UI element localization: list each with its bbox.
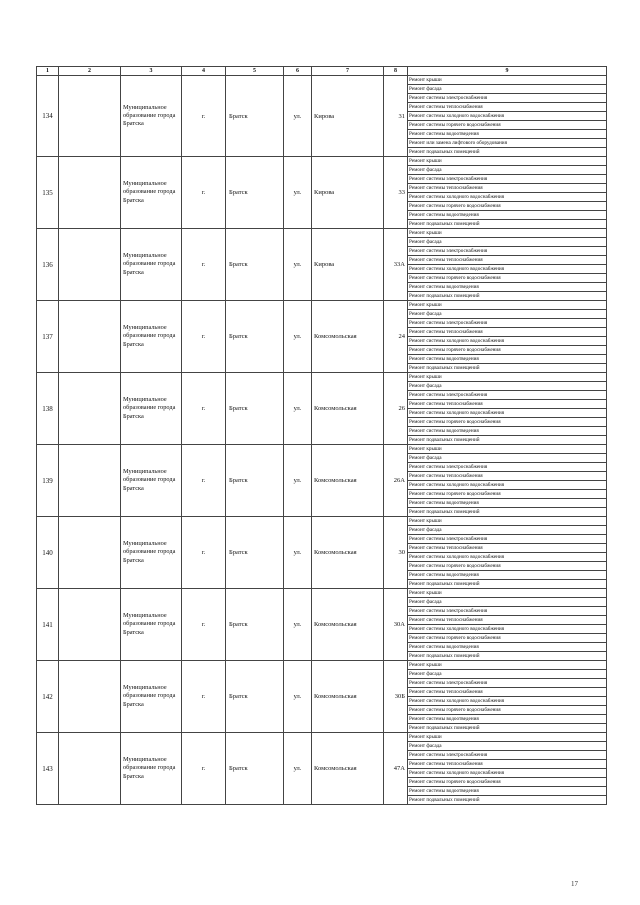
work-item: Ремонт системы горячего водоснабжения <box>408 706 607 715</box>
table-header-row <box>37 67 607 76</box>
row-house: 33 <box>384 157 408 229</box>
row-owner: Муниципальное образование города Братска <box>121 301 182 373</box>
row-city: Братск <box>226 517 284 589</box>
work-item: Ремонт системы теплоснабжения <box>408 184 607 193</box>
header-col-1: 1 <box>37 67 59 76</box>
work-item: Ремонт системы теплоснабжения <box>408 472 607 481</box>
row-house: 30 <box>384 517 408 589</box>
row-owner: Муниципальное образование города Братска <box>121 76 182 157</box>
work-item: Ремонт фасада <box>408 238 607 247</box>
row-street-type: ул. <box>284 76 312 157</box>
row-number: 134 <box>37 76 59 157</box>
work-item: Ремонт фасада <box>408 166 607 175</box>
work-item: Ремонт системы холодного водоснабжения <box>408 553 607 562</box>
row-city-type: г. <box>182 445 226 517</box>
work-item: Ремонт системы водоотведения <box>408 499 607 508</box>
work-item: Ремонт системы холодного водоснабжения <box>408 697 607 706</box>
table-row <box>37 589 607 598</box>
row-owner: Муниципальное образование города Братска <box>121 229 182 301</box>
row-empty-col-2 <box>59 661 121 733</box>
row-house: 24 <box>384 301 408 373</box>
row-street-type: ул. <box>284 589 312 661</box>
row-number: 137 <box>37 301 59 373</box>
row-number: 139 <box>37 445 59 517</box>
work-item: Ремонт системы электроснабжения <box>408 391 607 400</box>
work-item: Ремонт системы горячего водоснабжения <box>408 274 607 283</box>
work-item: Ремонт крыши <box>408 445 607 454</box>
table-row <box>37 517 607 526</box>
row-city: Братск <box>226 157 284 229</box>
row-street: Комсомольская <box>312 661 384 733</box>
row-street-type: ул. <box>284 733 312 805</box>
row-house: 26А <box>384 445 408 517</box>
table-row <box>37 661 607 670</box>
row-street-type: ул. <box>284 445 312 517</box>
work-item: Ремонт системы теплоснабжения <box>408 688 607 697</box>
work-item: Ремонт крыши <box>408 229 607 238</box>
work-item: Ремонт системы горячего водоснабжения <box>408 490 607 499</box>
table-row <box>37 76 607 85</box>
work-item: Ремонт системы электроснабжения <box>408 247 607 256</box>
header-col-7: 7 <box>312 67 384 76</box>
header-col-2: 2 <box>59 67 121 76</box>
row-city: Братск <box>226 589 284 661</box>
work-item: Ремонт системы холодного водоснабжения <box>408 625 607 634</box>
row-empty-col-2 <box>59 373 121 445</box>
row-street-type: ул. <box>284 373 312 445</box>
row-number: 138 <box>37 373 59 445</box>
work-item: Ремонт системы холодного водоснабжения <box>408 265 607 274</box>
row-house: 30Б <box>384 661 408 733</box>
row-house: 33А <box>384 229 408 301</box>
row-number: 140 <box>37 517 59 589</box>
row-street: Комсомольская <box>312 733 384 805</box>
row-city-type: г. <box>182 301 226 373</box>
work-item: Ремонт фасада <box>408 670 607 679</box>
work-item: Ремонт крыши <box>408 733 607 742</box>
row-number: 143 <box>37 733 59 805</box>
header-col-5: 5 <box>226 67 284 76</box>
work-item: Ремонт системы электроснабжения <box>408 751 607 760</box>
work-item: Ремонт системы водоотведения <box>408 787 607 796</box>
row-city: Братск <box>226 733 284 805</box>
work-item: Ремонт системы горячего водоснабжения <box>408 634 607 643</box>
table-row <box>37 301 607 310</box>
row-number: 136 <box>37 229 59 301</box>
table-row <box>37 157 607 166</box>
work-item: Ремонт системы теплоснабжения <box>408 328 607 337</box>
row-street-type: ул. <box>284 301 312 373</box>
table-row <box>37 445 607 454</box>
work-item: Ремонт фасада <box>408 382 607 391</box>
work-item: Ремонт системы холодного водоснабжения <box>408 409 607 418</box>
work-item: Ремонт подвальных помещений <box>408 148 607 157</box>
work-item: Ремонт фасада <box>408 310 607 319</box>
row-street: Кирова <box>312 76 384 157</box>
work-item: Ремонт системы горячего водоснабжения <box>408 418 607 427</box>
header-col-8: 8 <box>384 67 408 76</box>
row-number: 142 <box>37 661 59 733</box>
work-item: Ремонт системы водоотведения <box>408 283 607 292</box>
row-city: Братск <box>226 76 284 157</box>
work-item: Ремонт системы горячего водоснабжения <box>408 202 607 211</box>
work-item: Ремонт системы водоотведения <box>408 571 607 580</box>
work-item: Ремонт системы холодного водоснабжения <box>408 481 607 490</box>
header-col-9: 9 <box>408 67 607 76</box>
row-city-type: г. <box>182 733 226 805</box>
work-item: Ремонт подвальных помещений <box>408 292 607 301</box>
row-empty-col-2 <box>59 445 121 517</box>
row-house: 47А <box>384 733 408 805</box>
work-item: Ремонт крыши <box>408 589 607 598</box>
work-item: Ремонт системы холодного водоснабжения <box>408 112 607 121</box>
work-item: Ремонт крыши <box>408 157 607 166</box>
work-item: Ремонт системы горячего водоснабжения <box>408 562 607 571</box>
work-item: Ремонт системы теплоснабжения <box>408 103 607 112</box>
work-item: Ремонт системы водоотведения <box>408 130 607 139</box>
row-house: 26 <box>384 373 408 445</box>
work-item: Ремонт фасада <box>408 742 607 751</box>
page-number: 17 <box>571 880 578 888</box>
table-row <box>37 229 607 238</box>
work-item: Ремонт крыши <box>408 301 607 310</box>
work-item: Ремонт системы холодного водоснабжения <box>408 769 607 778</box>
row-city: Братск <box>226 661 284 733</box>
work-item: Ремонт системы электроснабжения <box>408 94 607 103</box>
work-item: Ремонт системы водоотведения <box>408 643 607 652</box>
work-item: Ремонт системы горячего водоснабжения <box>408 121 607 130</box>
table-body <box>37 67 607 805</box>
work-item: Ремонт крыши <box>408 517 607 526</box>
row-house: 30А <box>384 589 408 661</box>
work-item: Ремонт системы теплоснабжения <box>408 400 607 409</box>
row-house: 31 <box>384 76 408 157</box>
row-city: Братск <box>226 301 284 373</box>
row-city-type: г. <box>182 373 226 445</box>
row-empty-col-2 <box>59 733 121 805</box>
buildings-table <box>36 66 607 805</box>
row-city: Братск <box>226 229 284 301</box>
row-number: 141 <box>37 589 59 661</box>
row-owner: Муниципальное образование города Братска <box>121 373 182 445</box>
row-city-type: г. <box>182 157 226 229</box>
row-street: Комсомольская <box>312 589 384 661</box>
work-item: Ремонт системы электроснабжения <box>408 607 607 616</box>
work-item: Ремонт системы теплоснабжения <box>408 256 607 265</box>
header-col-3: 3 <box>121 67 182 76</box>
work-item: Ремонт системы электроснабжения <box>408 463 607 472</box>
table-row <box>37 733 607 742</box>
row-city-type: г. <box>182 589 226 661</box>
work-item: Ремонт системы теплоснабжения <box>408 616 607 625</box>
row-owner: Муниципальное образование города Братска <box>121 445 182 517</box>
work-item: Ремонт или замена лифтового оборудования <box>408 139 607 148</box>
row-street: Комсомольская <box>312 445 384 517</box>
work-item: Ремонт системы теплоснабжения <box>408 544 607 553</box>
work-item: Ремонт подвальных помещений <box>408 796 607 805</box>
row-empty-col-2 <box>59 76 121 157</box>
row-number: 135 <box>37 157 59 229</box>
work-item: Ремонт системы холодного водоснабжения <box>408 193 607 202</box>
row-owner: Муниципальное образование города Братска <box>121 517 182 589</box>
row-owner: Муниципальное образование города Братска <box>121 589 182 661</box>
row-city-type: г. <box>182 76 226 157</box>
work-item: Ремонт системы водоотведения <box>408 715 607 724</box>
header-col-4: 4 <box>182 67 226 76</box>
work-item: Ремонт системы водоотведения <box>408 427 607 436</box>
row-owner: Муниципальное образование города Братска <box>121 661 182 733</box>
work-item: Ремонт системы электроснабжения <box>408 175 607 184</box>
row-empty-col-2 <box>59 589 121 661</box>
row-city-type: г. <box>182 661 226 733</box>
work-item: Ремонт подвальных помещений <box>408 436 607 445</box>
work-item: Ремонт подвальных помещений <box>408 364 607 373</box>
row-street: Кирова <box>312 157 384 229</box>
work-item: Ремонт фасада <box>408 454 607 463</box>
row-city: Братск <box>226 445 284 517</box>
row-street: Комсомольская <box>312 373 384 445</box>
work-item: Ремонт крыши <box>408 76 607 85</box>
work-item: Ремонт системы электроснабжения <box>408 319 607 328</box>
header-col-6: 6 <box>284 67 312 76</box>
work-item: Ремонт системы водоотведения <box>408 355 607 364</box>
work-item: Ремонт подвальных помещений <box>408 580 607 589</box>
row-street: Комсомольская <box>312 517 384 589</box>
work-item: Ремонт системы холодного водоснабжения <box>408 337 607 346</box>
row-street-type: ул. <box>284 157 312 229</box>
table-row <box>37 373 607 382</box>
work-item: Ремонт подвальных помещений <box>408 724 607 733</box>
work-item: Ремонт крыши <box>408 661 607 670</box>
row-empty-col-2 <box>59 301 121 373</box>
work-item: Ремонт подвальных помещений <box>408 220 607 229</box>
work-item: Ремонт системы горячего водоснабжения <box>408 346 607 355</box>
row-street-type: ул. <box>284 229 312 301</box>
row-street-type: ул. <box>284 661 312 733</box>
row-street: Кирова <box>312 229 384 301</box>
row-city-type: г. <box>182 229 226 301</box>
row-empty-col-2 <box>59 229 121 301</box>
work-item: Ремонт фасада <box>408 526 607 535</box>
work-item: Ремонт подвальных помещений <box>408 652 607 661</box>
work-item: Ремонт системы теплоснабжения <box>408 760 607 769</box>
work-item: Ремонт системы электроснабжения <box>408 535 607 544</box>
row-city: Братск <box>226 373 284 445</box>
row-street-type: ул. <box>284 517 312 589</box>
row-owner: Муниципальное образование города Братска <box>121 157 182 229</box>
work-item: Ремонт системы горячего водоснабжения <box>408 778 607 787</box>
work-item: Ремонт подвальных помещений <box>408 508 607 517</box>
work-item: Ремонт системы водоотведения <box>408 211 607 220</box>
row-empty-col-2 <box>59 157 121 229</box>
work-item: Ремонт фасада <box>408 598 607 607</box>
row-city-type: г. <box>182 517 226 589</box>
work-item: Ремонт фасада <box>408 85 607 94</box>
row-empty-col-2 <box>59 517 121 589</box>
work-item: Ремонт крыши <box>408 373 607 382</box>
row-street: Комсомольская <box>312 301 384 373</box>
work-item: Ремонт системы электроснабжения <box>408 679 607 688</box>
row-owner: Муниципальное образование города Братска <box>121 733 182 805</box>
